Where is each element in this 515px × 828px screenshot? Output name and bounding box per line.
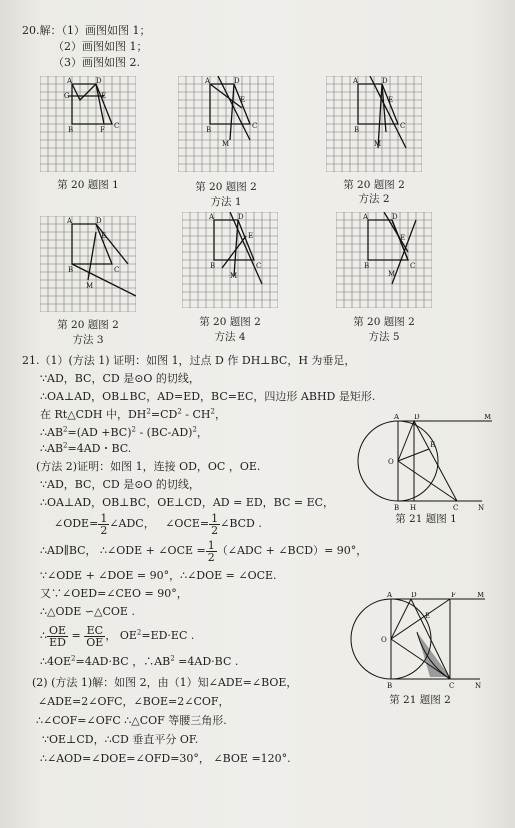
label-e: E bbox=[101, 92, 107, 100]
q21-line-17: (2) (方法 1)解：如图 2，由（1）知∠ADE=∠BOE， bbox=[32, 676, 298, 689]
svg-text:C: C bbox=[256, 262, 262, 270]
figure-2-method: 方法 1 bbox=[210, 196, 242, 208]
svg-text:B: B bbox=[394, 504, 400, 512]
label-d: D bbox=[96, 77, 102, 85]
svg-text:C: C bbox=[453, 504, 459, 512]
q21-sum-line: ∴AD∥BC， ∴∠ODE + ∠OCE = $\frac{1}{2}$ （∠ADC + ∠BCD）= 90°， bbox=[40, 538, 368, 564]
q21-line-2: ∵AD，BC，CD 是⊙O 的切线， bbox=[40, 372, 200, 385]
q21-ratio-line: ∴ $\frac{OE}{ED}$ = $\frac{EC}{OE}$ ， $OE^2=ED\cdot EC$ . bbox=[40, 623, 195, 649]
svg-text:B: B bbox=[206, 126, 212, 134]
svg-text:E: E bbox=[388, 96, 394, 104]
q21-line-13: 又∵∠OED=∠CEO = 90°， bbox=[40, 587, 188, 600]
svg-text:A: A bbox=[205, 77, 211, 85]
grid-figure-3 bbox=[326, 76, 422, 172]
label-c: C bbox=[114, 122, 120, 130]
q21-line-9: ∴OA⊥AD，OB⊥BC，OE⊥CD，AD = ED，BC = EC， bbox=[40, 496, 335, 509]
svg-text:E: E bbox=[430, 441, 436, 449]
svg-text:O: O bbox=[388, 458, 394, 466]
svg-text:M: M bbox=[477, 592, 485, 599]
q21-line-12: ∵∠ODE + ∠DOE = 90°，∴∠DOE = ∠OCE. bbox=[40, 569, 277, 582]
svg-text:E: E bbox=[101, 232, 107, 240]
q21-fraction-line: ∠ODE= $\frac{1}{2}$ ∠ADC， ∠OCE= $\frac{1}{2}$ ∠BCD . bbox=[54, 511, 262, 537]
q21-line-19: ∴∠COF=∠OFC ∴△COF 等腰三角形. bbox=[36, 714, 227, 727]
svg-text:D: D bbox=[414, 414, 420, 421]
svg-text:M: M bbox=[484, 414, 492, 421]
svg-text:M: M bbox=[230, 272, 238, 280]
svg-text:A: A bbox=[209, 213, 215, 221]
svg-text:B: B bbox=[354, 126, 360, 134]
svg-text:D: D bbox=[234, 77, 240, 85]
figure-6-method: 方法 5 bbox=[368, 331, 400, 343]
svg-text:B: B bbox=[387, 682, 393, 690]
svg-text:C: C bbox=[114, 266, 120, 274]
figure-5-caption: 第 20 题图 2 bbox=[199, 316, 261, 328]
label-a: A bbox=[67, 77, 73, 85]
figure-4-method: 方法 3 bbox=[72, 334, 104, 346]
svg-text:M: M bbox=[388, 270, 396, 278]
svg-text:M: M bbox=[374, 140, 382, 148]
svg-text:M: M bbox=[86, 282, 94, 290]
svg-text:E: E bbox=[240, 96, 246, 104]
figure-2-caption: 第 20 题图 2 bbox=[195, 181, 257, 193]
figure-6-caption: 第 20 题图 2 bbox=[353, 316, 415, 328]
svg-text:D: D bbox=[96, 217, 102, 225]
svg-text:H: H bbox=[410, 504, 417, 512]
grid-figure-4 bbox=[40, 216, 136, 312]
svg-text:M: M bbox=[222, 140, 230, 148]
svg-text:C: C bbox=[252, 122, 258, 130]
figure-1-caption: 第 20 题图 1 bbox=[57, 179, 119, 191]
svg-text:D: D bbox=[392, 213, 398, 221]
label-g: G bbox=[64, 92, 70, 100]
svg-text:D: D bbox=[411, 592, 417, 599]
q20-heading: 20.解：（1）画图如图 1； bbox=[22, 24, 151, 37]
svg-text:A: A bbox=[353, 77, 359, 85]
q21-line-7: (方法 2)证明：如图 1，连接 OD，OC ，OE. bbox=[36, 460, 261, 473]
svg-text:D: D bbox=[382, 77, 388, 85]
q21-line-6: $\therefore AB^2=4AD$・BC. bbox=[40, 441, 132, 455]
label-b: B bbox=[68, 126, 74, 134]
q21-line-16: $\therefore 4OE^2=4AD\cdot BC$ ，$\therefore AB^2 =4AD\cdot BC$ . bbox=[40, 654, 239, 668]
svg-text:A: A bbox=[394, 414, 400, 421]
svg-text:C: C bbox=[410, 262, 416, 270]
svg-text:B: B bbox=[68, 266, 74, 274]
figure-21-1 bbox=[352, 414, 502, 514]
svg-text:E: E bbox=[400, 234, 406, 242]
label-f: F bbox=[100, 126, 105, 134]
q21-line-1: 21.（1）(方法 1) 证明：如图 1，过点 D 作 DH⊥BC，H 为垂足， bbox=[22, 354, 356, 367]
figure-21-2 bbox=[345, 592, 495, 692]
q21-line-18: ∠ADE=2∠OFC，∠BOE=2∠COF， bbox=[38, 695, 230, 708]
svg-text:N: N bbox=[478, 504, 485, 512]
grid-figure-1 bbox=[40, 76, 136, 172]
svg-text:A: A bbox=[363, 213, 369, 221]
svg-text:E: E bbox=[248, 232, 254, 240]
grid-figure-6 bbox=[336, 212, 432, 308]
q21-line-14: ∴△ODE ∽△COE . bbox=[40, 605, 135, 618]
svg-text:C: C bbox=[400, 122, 406, 130]
figure-3-method: 方法 2 bbox=[358, 193, 390, 205]
svg-text:O: O bbox=[381, 636, 387, 644]
grid-figure-5 bbox=[182, 212, 278, 308]
q21-line-5: $\therefore AB^2=(AD +BC)^2 - (BC-AD)^2$， bbox=[40, 425, 208, 439]
svg-text:C: C bbox=[449, 682, 455, 690]
svg-text:A: A bbox=[387, 592, 393, 599]
grid-figure-2 bbox=[178, 76, 274, 172]
figure-21-1-caption: 第 21 题图 1 bbox=[395, 513, 457, 525]
svg-text:F: F bbox=[451, 592, 456, 599]
svg-text:B: B bbox=[210, 262, 216, 270]
svg-text:B: B bbox=[364, 262, 370, 270]
q20-line-2: （2）画图如图 1； bbox=[53, 40, 148, 53]
q21-line-21: ∴∠AOD=∠DOE=∠OFD=30°， ∠BOE =120°. bbox=[40, 752, 291, 765]
q21-line-8: ∵AD，BC，CD 是⊙O 的切线， bbox=[40, 478, 200, 491]
svg-text:A: A bbox=[67, 217, 73, 225]
svg-text:E: E bbox=[425, 612, 431, 620]
svg-text:D: D bbox=[238, 213, 244, 221]
figure-21-2-caption: 第 21 题图 2 bbox=[389, 694, 451, 706]
q20-line-3: （3）画图如图 2. bbox=[53, 56, 140, 69]
figure-5-method: 方法 4 bbox=[214, 331, 246, 343]
figure-4-caption: 第 20 题图 2 bbox=[57, 319, 119, 331]
q21-line-20: ∵OE⊥CD，∴CD 垂直平分 OF. bbox=[42, 733, 199, 746]
q21-line-4: 在 Rt△CDH 中，$DH^2=CD^2 - CH^2$， bbox=[40, 407, 226, 421]
figure-3-caption: 第 20 题图 2 bbox=[343, 179, 405, 191]
svg-text:N: N bbox=[475, 682, 482, 690]
q21-line-3: ∴OA⊥AD，OB⊥BC，AD=ED，BC=EC，四边形 ABHD 是矩形. bbox=[40, 390, 376, 403]
